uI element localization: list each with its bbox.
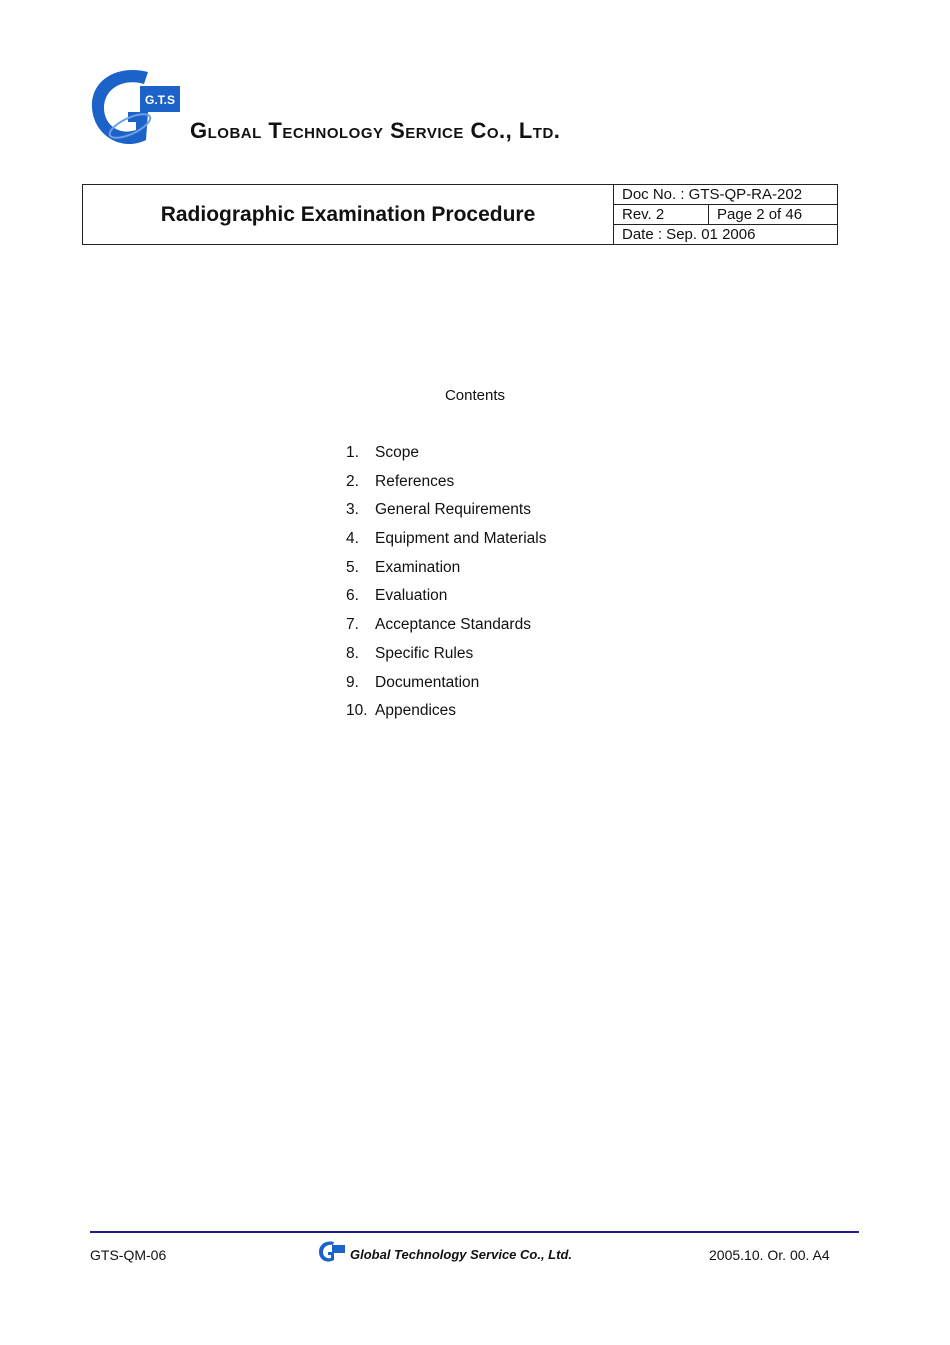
document-meta [613, 185, 838, 244]
footer-logo-icon [318, 1240, 346, 1269]
revision: Rev. 2 [614, 205, 709, 225]
toc-label: General Requirements [375, 501, 531, 519]
toc-label: Equipment and Materials [375, 530, 547, 548]
toc-item [346, 645, 546, 674]
toc-number: 5. [346, 558, 359, 576]
toc-item [346, 559, 546, 588]
footer-company [318, 1240, 572, 1269]
company-logo [88, 66, 184, 150]
footer-divider [90, 1231, 859, 1233]
toc-item [346, 473, 546, 502]
toc-number: 2. [346, 472, 359, 490]
toc-label: Acceptance Standards [375, 616, 531, 634]
toc-number: 7. [346, 616, 359, 634]
doc-number: Doc No. : GTS-QP-RA-202 [614, 185, 838, 205]
footer-revision-code: 2005.10. Or. 00. A4 [709, 1247, 830, 1263]
document-header-table [82, 184, 838, 245]
footer-company-name: Global Technology Service Co., Ltd. [350, 1247, 572, 1262]
toc-number: 6. [346, 587, 359, 605]
toc-number: 10. [346, 702, 368, 720]
toc-label: Evaluation [375, 587, 448, 605]
toc-item [346, 501, 546, 530]
page-number: Page 2 of 46 [709, 205, 838, 225]
toc-item [346, 444, 546, 473]
table-of-contents [346, 444, 546, 731]
toc-label: Scope [375, 444, 419, 461]
toc-number: 9. [346, 673, 359, 691]
toc-item [346, 530, 546, 559]
toc-item [346, 674, 546, 703]
toc-label: Documentation [375, 673, 480, 691]
footer-form-code: GTS-QM-06 [90, 1247, 167, 1263]
toc-label: References [375, 472, 455, 490]
toc-label: Specific Rules [375, 644, 474, 662]
document-title: Radiographic Examination Procedure [160, 202, 536, 226]
toc-number: 8. [346, 644, 359, 662]
toc-item [346, 587, 546, 616]
logo-text: G.T.S [144, 93, 176, 107]
toc-label: Examination [375, 558, 461, 576]
toc-number: 3. [346, 501, 359, 519]
company-name: Global Technology Service Co., Ltd. [190, 118, 561, 143]
toc-label: Appendices [375, 702, 457, 720]
issue-date: Date : Sep. 01 2006 [622, 226, 756, 243]
toc-number: 4. [346, 530, 359, 548]
toc-item [346, 702, 546, 731]
toc-item [346, 616, 546, 645]
toc-number: 1. [346, 444, 359, 461]
contents-heading: Contents [444, 387, 506, 404]
